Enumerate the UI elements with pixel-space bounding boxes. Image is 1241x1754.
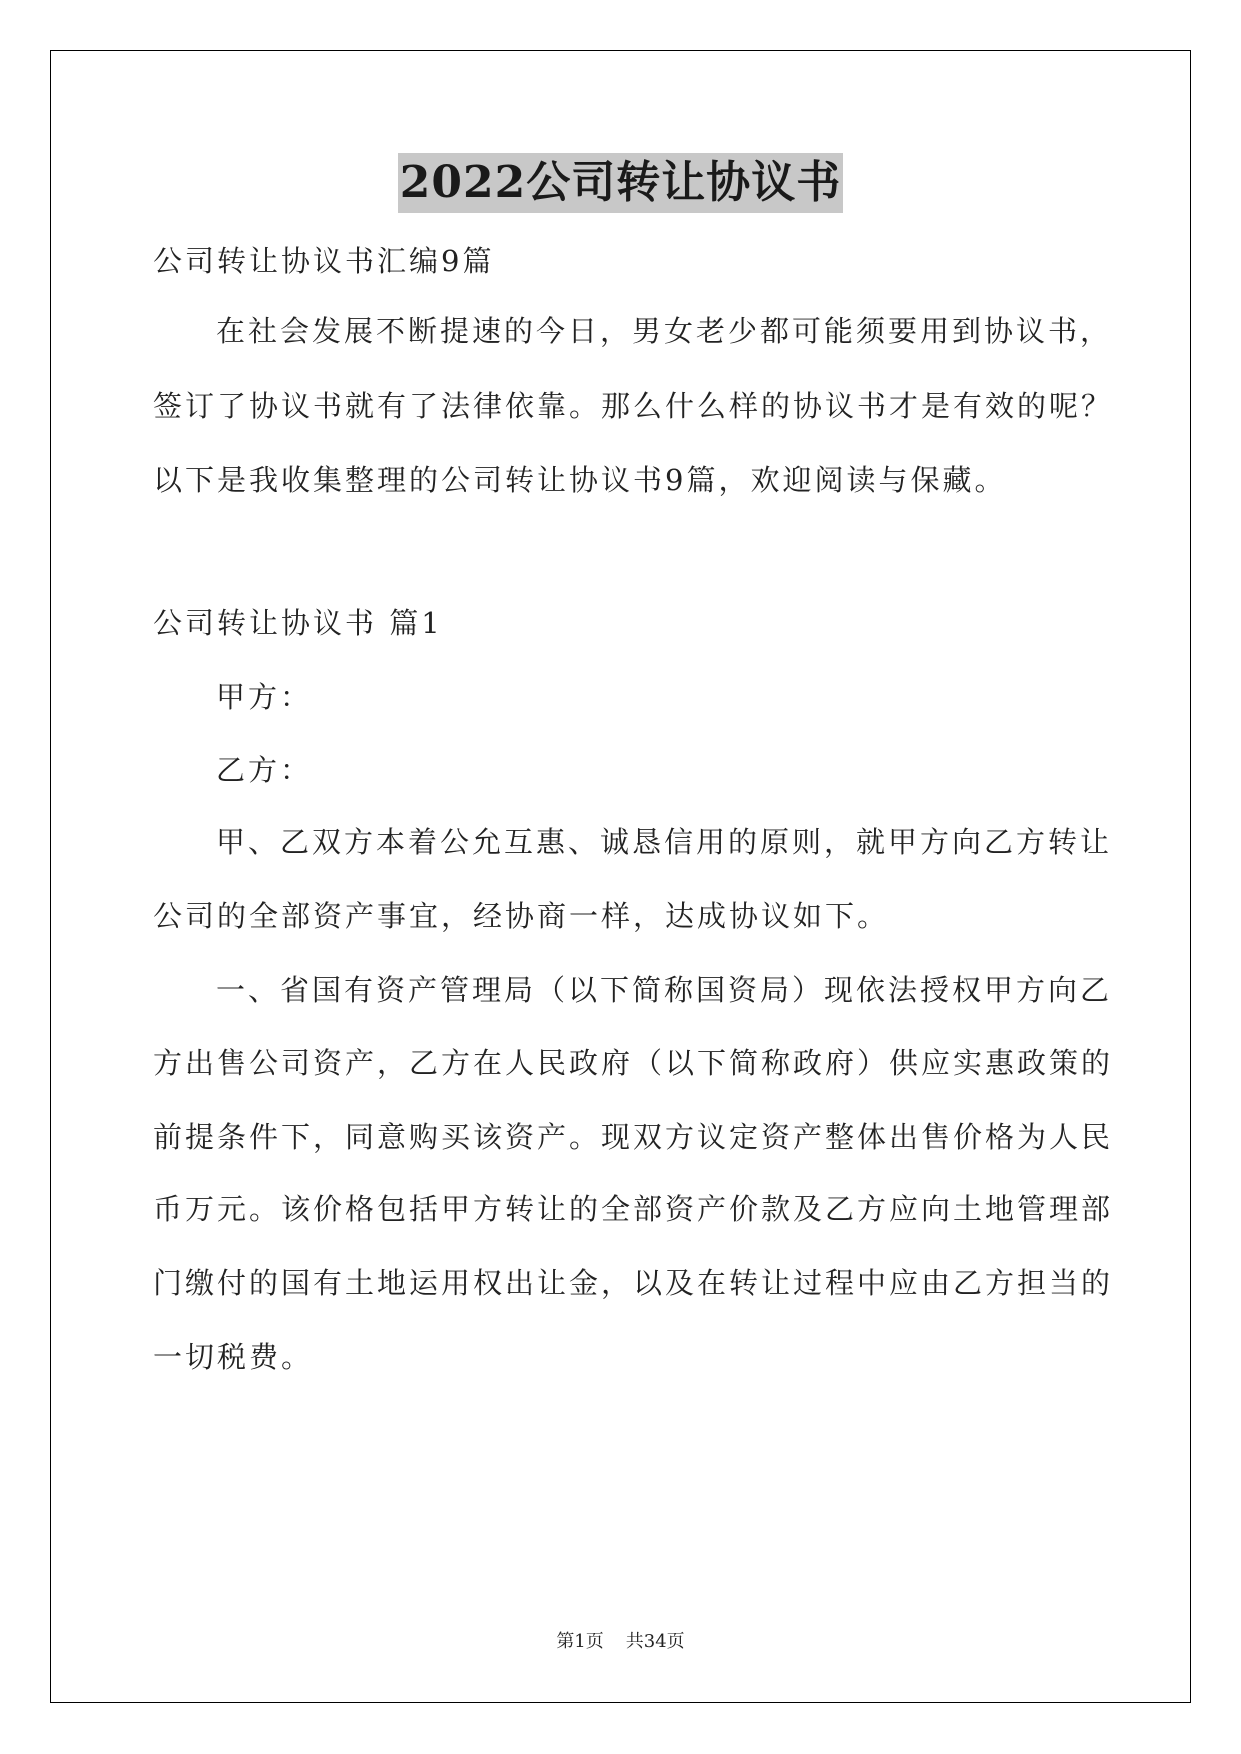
intro-line-3: 以下是我收集整理的公司转让协议书9篇，欢迎阅读与保藏。: [153, 463, 1007, 497]
paragraph-2-line-6: 一切税费。: [153, 1340, 314, 1374]
page-footer: [0, 1627, 1241, 1653]
page-number: 第1页: [556, 1631, 604, 1652]
section-heading: 公司转让协议书 篇1: [153, 606, 443, 640]
party-b-label: 乙方：: [216, 753, 313, 787]
party-a-label: 甲方：: [216, 680, 313, 714]
intro-line-1: 在社会发展不断提速的今日，男女老少都可能须要用到协议书，: [216, 314, 1113, 348]
paragraph-2-line-4: 币万元。该价格包括甲方转让的全部资产价款及乙方应向土地管理部: [153, 1192, 1114, 1226]
document-title: 2022公司转让协议书: [398, 153, 843, 213]
intro-line-2: 签订了协议书就有了法律依靠。那么什么样的协议书才是有效的呢？: [153, 389, 1114, 423]
paragraph-2-line-1: 一、省国有资产管理局（以下简称国资局）现依法授权甲方向乙: [216, 973, 1113, 1007]
document-subtitle: 公司转让协议书汇编9篇: [153, 244, 495, 278]
paragraph-2-line-3: 前提条件下，同意购买该资产。现双方议定资产整体出售价格为人民: [153, 1120, 1114, 1154]
paragraph-1-line-1: 甲、乙双方本着公允互惠、诚恳信用的原则，就甲方向乙方转让: [216, 825, 1113, 859]
title-container: [0, 153, 1241, 213]
paragraph-2-line-5: 门缴付的国有土地运用权出让金，以及在转让过程中应由乙方担当的: [153, 1266, 1114, 1300]
paragraph-2-line-2: 方出售公司资产，乙方在人民政府（以下简称政府）供应实惠政策的: [153, 1046, 1114, 1080]
page-border: [50, 50, 1191, 1703]
paragraph-1-line-2: 公司的全部资产事宜，经协商一样，达成协议如下。: [153, 899, 890, 933]
page-total: 共34页: [625, 1631, 685, 1652]
